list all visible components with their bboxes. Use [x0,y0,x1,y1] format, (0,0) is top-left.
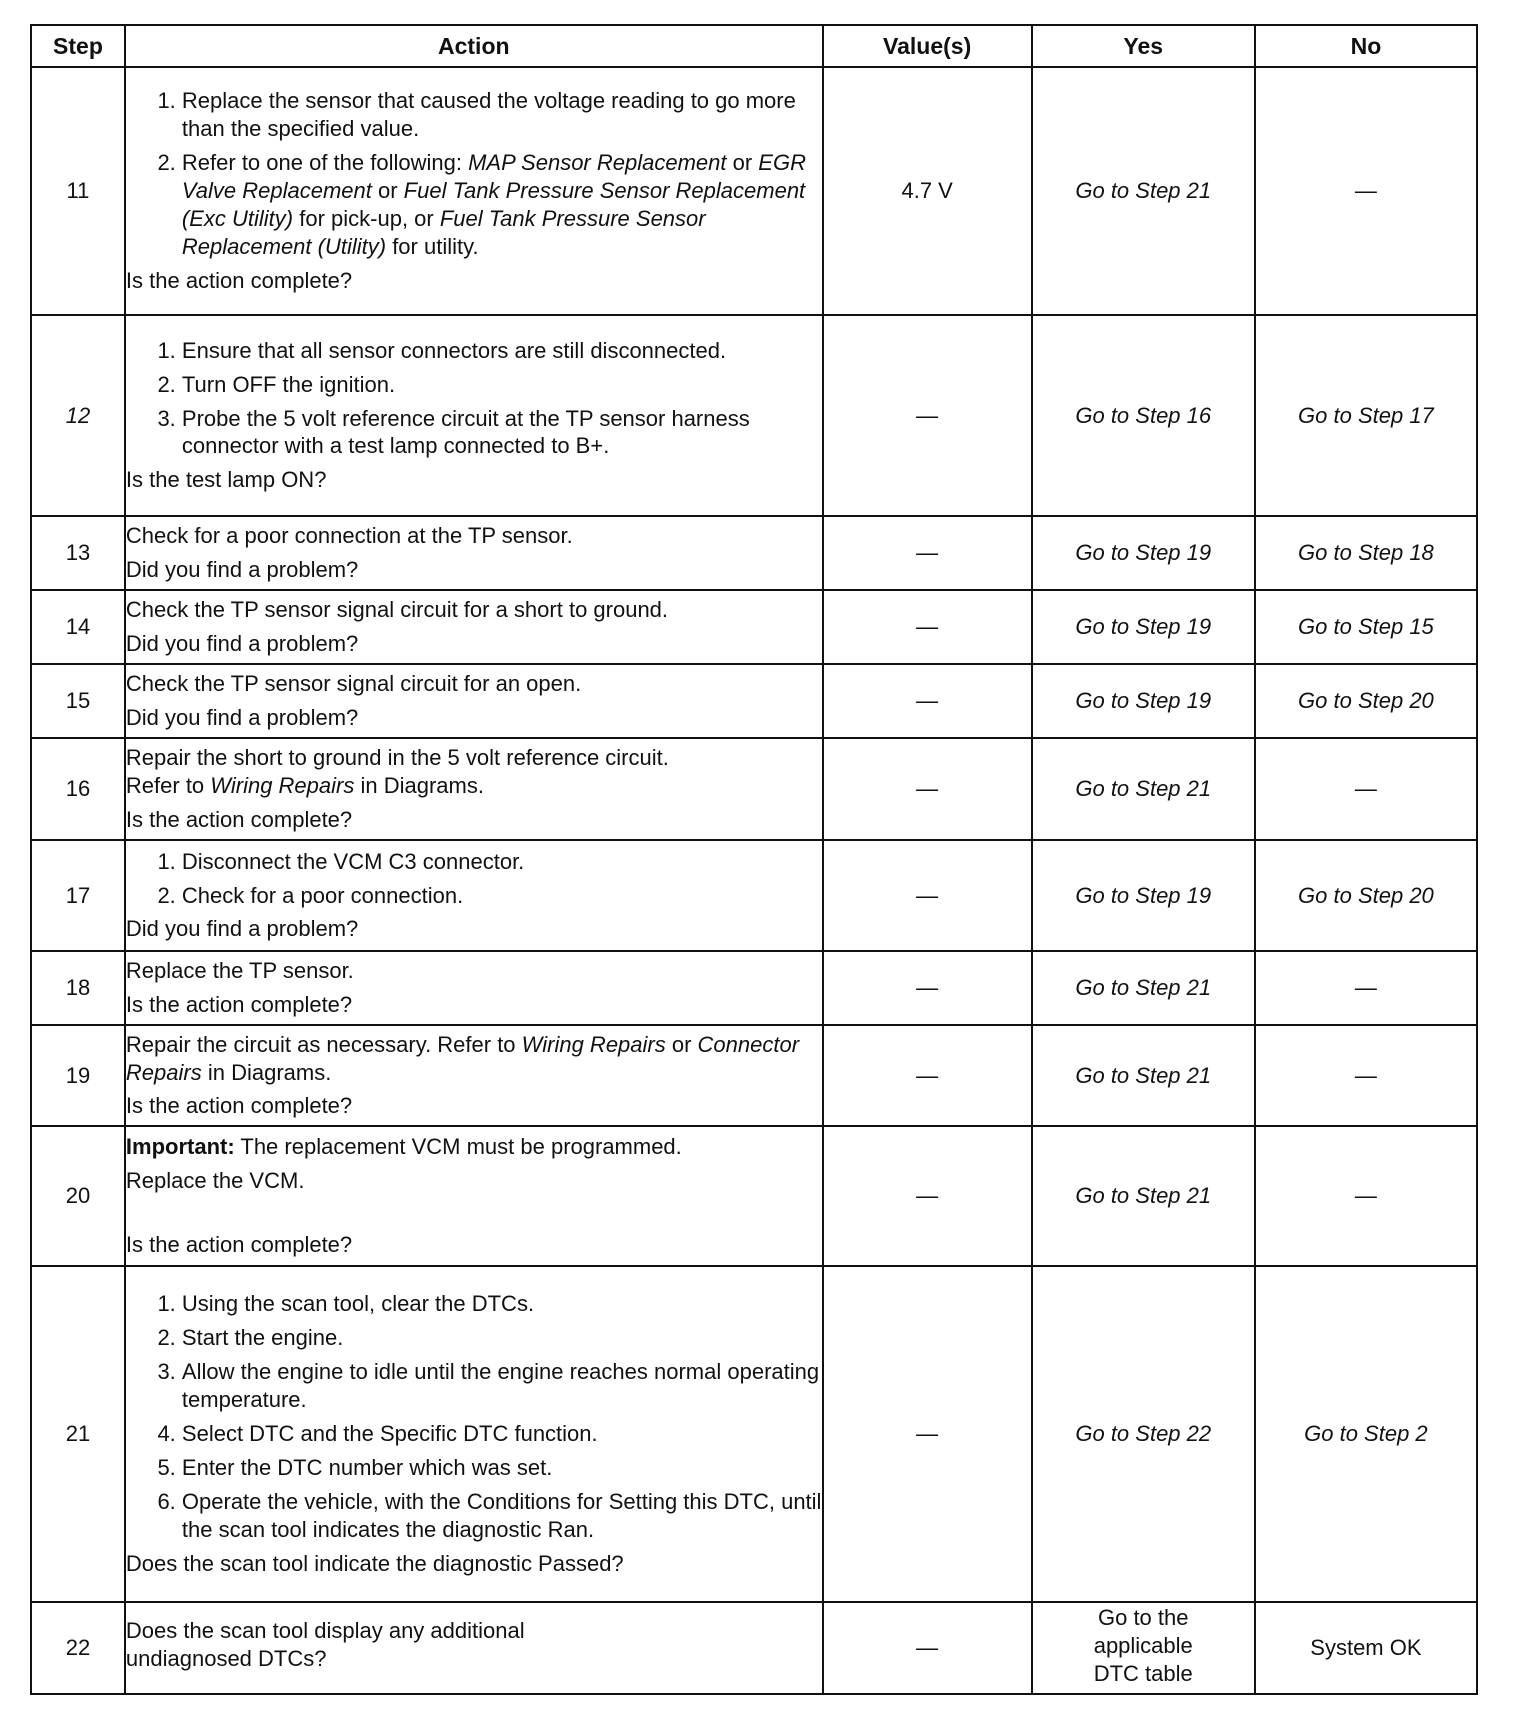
table-row [31,315,1477,516]
header-row [31,25,1477,67]
action-list [126,87,822,261]
action-question: Does the scan tool indicate the diagnostic Passed? [125,1550,624,1576]
value-cell: — [823,1025,1032,1126]
action-question: Is the action complete? [125,806,353,832]
action-reference [126,772,822,800]
step-number: 12 [31,315,125,516]
action-cell [125,1602,823,1694]
no-cell: System OK [1255,1602,1477,1694]
important-note [126,1133,822,1161]
value-cell: — [823,1602,1032,1694]
step-number: 18 [31,951,125,1025]
no-cell: Go to Step 17 [1255,315,1477,516]
yes-cell: Go to Step 22 [1032,1266,1255,1602]
table-row [31,1266,1477,1602]
table-row [31,951,1477,1025]
step-number: 21 [31,1266,125,1602]
list-item: 6. Operate the vehicle, with the Conditions for Setting this DTC, until the scan tool indicates the diagnostic Ran. [182,1488,822,1544]
yes-cell: Go to Step 16 [1032,315,1255,516]
yes-cell: Go to Step 21 [1032,67,1255,315]
action-list [126,337,822,461]
action-text: Replace the TP sensor. [125,958,354,984]
value-cell: — [823,738,1032,840]
yes-cell: Go to Step 21 [1032,1126,1255,1266]
table-row [31,1126,1477,1266]
action-cell [125,664,823,738]
value-cell: 4.7 V [823,67,1032,315]
step-number: 11 [31,67,125,315]
action-text: Check the TP sensor signal circuit for a short to ground. [125,597,669,623]
list-item [182,149,822,261]
action-text-post: in Diagrams. [201,1059,332,1085]
list-item: 2. Start the engine. [182,1324,822,1352]
table-row [31,67,1477,315]
list-item: 1. Disconnect the VCM C3 connector. [182,848,822,876]
yes-cell: Go to Step 19 [1032,516,1255,590]
no-cell: Go to Step 15 [1255,590,1477,664]
header-yes: Yes [1032,25,1255,67]
action-question: Does the scan tool display any additional undiagnosed DTCs? [125,1618,525,1671]
reference-prefix: Refer to [125,773,211,799]
list-item: 5. Enter the DTC number which was set. [182,1454,822,1482]
table-row [31,738,1477,840]
important-text: The replacement VCM must be programmed. [234,1134,682,1160]
reference-link: Wiring Repairs [210,773,355,799]
action-text-pre: Repair the circuit as necessary. Refer to [125,1031,522,1057]
action-cell [125,315,823,516]
yes-cell: Go to Step 21 [1032,738,1255,840]
action-text: Replace the VCM. [125,1168,305,1194]
no-cell: — [1255,1126,1477,1266]
header-values: Value(s) [823,25,1032,67]
value-cell: — [823,1126,1032,1266]
important-label: Important: [125,1134,235,1160]
reference-link: Connector Repairs [125,1031,800,1085]
no-cell: Go to Step 2 [1255,1266,1477,1602]
action-cell [125,951,823,1025]
list-item: 2. Turn OFF the ignition. [182,371,822,399]
no-cell: Go to Step 18 [1255,516,1477,590]
step-number: 16 [31,738,125,840]
action-cell [125,1025,823,1126]
connector-text: or [726,150,759,176]
action-question: Did you find a problem? [125,705,359,730]
diagnostic-table-page [30,24,1478,1695]
no-cell: — [1255,67,1477,315]
list-item-text: Refer to one of the following: [181,150,469,176]
action-question: Is the action complete? [125,1093,353,1119]
no-cell: — [1255,951,1477,1025]
reference-suffix: in Diagrams. [354,773,484,799]
diagnostic-table [30,24,1478,1695]
action-cell [125,1266,823,1602]
action-cell [125,1126,823,1266]
action-question: Is the test lamp ON? [125,467,327,493]
value-cell: — [823,664,1032,738]
value-cell: — [823,951,1032,1025]
step-number: 13 [31,516,125,590]
yes-cell: Go to Step 21 [1032,1025,1255,1126]
connector-text: for pick-up, or [293,205,440,231]
yes-cell: Go to Step 21 [1032,951,1255,1025]
action-text: Check for a poor connection at the TP sensor. [125,523,573,549]
no-cell: Go to Step 20 [1255,664,1477,738]
reference-link: EGR Valve Replacement [181,150,806,204]
reference-link: MAP Sensor Replacement [468,150,727,176]
action-question: Is the action complete? [125,1231,353,1257]
list-item: 1. Using the scan tool, clear the DTCs. [182,1290,822,1318]
reference-link: Fuel Tank Pressure Sensor Replacement (Exc Utility) [181,178,806,231]
value-cell: — [823,1266,1032,1602]
action-question: Did you find a problem? [125,916,359,942]
table-row [31,1602,1477,1694]
no-cell: — [1255,738,1477,840]
step-number: 17 [31,840,125,951]
yes-cell: Go to the applicable DTC table [1032,1602,1255,1694]
connector-text: for utility. [386,233,479,259]
value-cell: — [823,516,1032,590]
value-cell: — [823,590,1032,664]
action-list [126,1290,822,1544]
action-text: Repair the short to ground in the 5 volt reference circuit. [125,745,669,771]
list-item: 1. Ensure that all sensor connectors are still disconnected. [182,337,822,365]
action-cell [125,590,823,664]
step-number: 19 [31,1025,125,1126]
action-cell [125,67,823,315]
list-item: 4. Select DTC and the Specific DTC function. [182,1420,822,1448]
list-item: 3. Allow the engine to idle until the engine reaches normal operating temperature. [182,1358,822,1414]
list-item: 1. Replace the sensor that caused the voltage reading to go more than the specified value. [182,87,822,143]
action-question: Is the action complete? [125,992,353,1017]
value-cell: — [823,840,1032,951]
list-item: 3. Probe the 5 volt reference circuit at the TP sensor harness connector with a test lamp connected to B+. [182,405,822,461]
table-row [31,664,1477,738]
action-text: Check the TP sensor signal circuit for an open. [125,671,582,697]
table-row [31,1025,1477,1126]
value-cell: — [823,315,1032,516]
step-number: 20 [31,1126,125,1266]
action-cell [125,516,823,590]
header-no: No [1255,25,1477,67]
step-number: 14 [31,590,125,664]
yes-cell: Go to Step 19 [1032,590,1255,664]
table-row [31,516,1477,590]
reference-link: Fuel Tank Pressure Sensor Replacement (Utility) [181,205,706,259]
action-list [126,848,822,910]
step-number: 22 [31,1602,125,1694]
connector-text: or [665,1031,698,1057]
header-step: Step [31,25,125,67]
action-text [126,1031,822,1087]
action-cell [125,840,823,951]
reference-link: Wiring Repairs [521,1031,666,1057]
no-cell: Go to Step 20 [1255,840,1477,951]
action-question: Did you find a problem? [125,631,359,656]
yes-cell: Go to Step 19 [1032,664,1255,738]
header-action: Action [125,25,823,67]
step-number: 15 [31,664,125,738]
list-item: 2. Check for a poor connection. [182,882,822,910]
table-row [31,840,1477,951]
connector-text: or [371,178,404,204]
action-question: Did you find a problem? [125,557,359,582]
action-question: Is the action complete? [125,267,353,293]
no-cell: — [1255,1025,1477,1126]
yes-cell: Go to Step 19 [1032,840,1255,951]
table-row [31,590,1477,664]
action-cell [125,738,823,840]
